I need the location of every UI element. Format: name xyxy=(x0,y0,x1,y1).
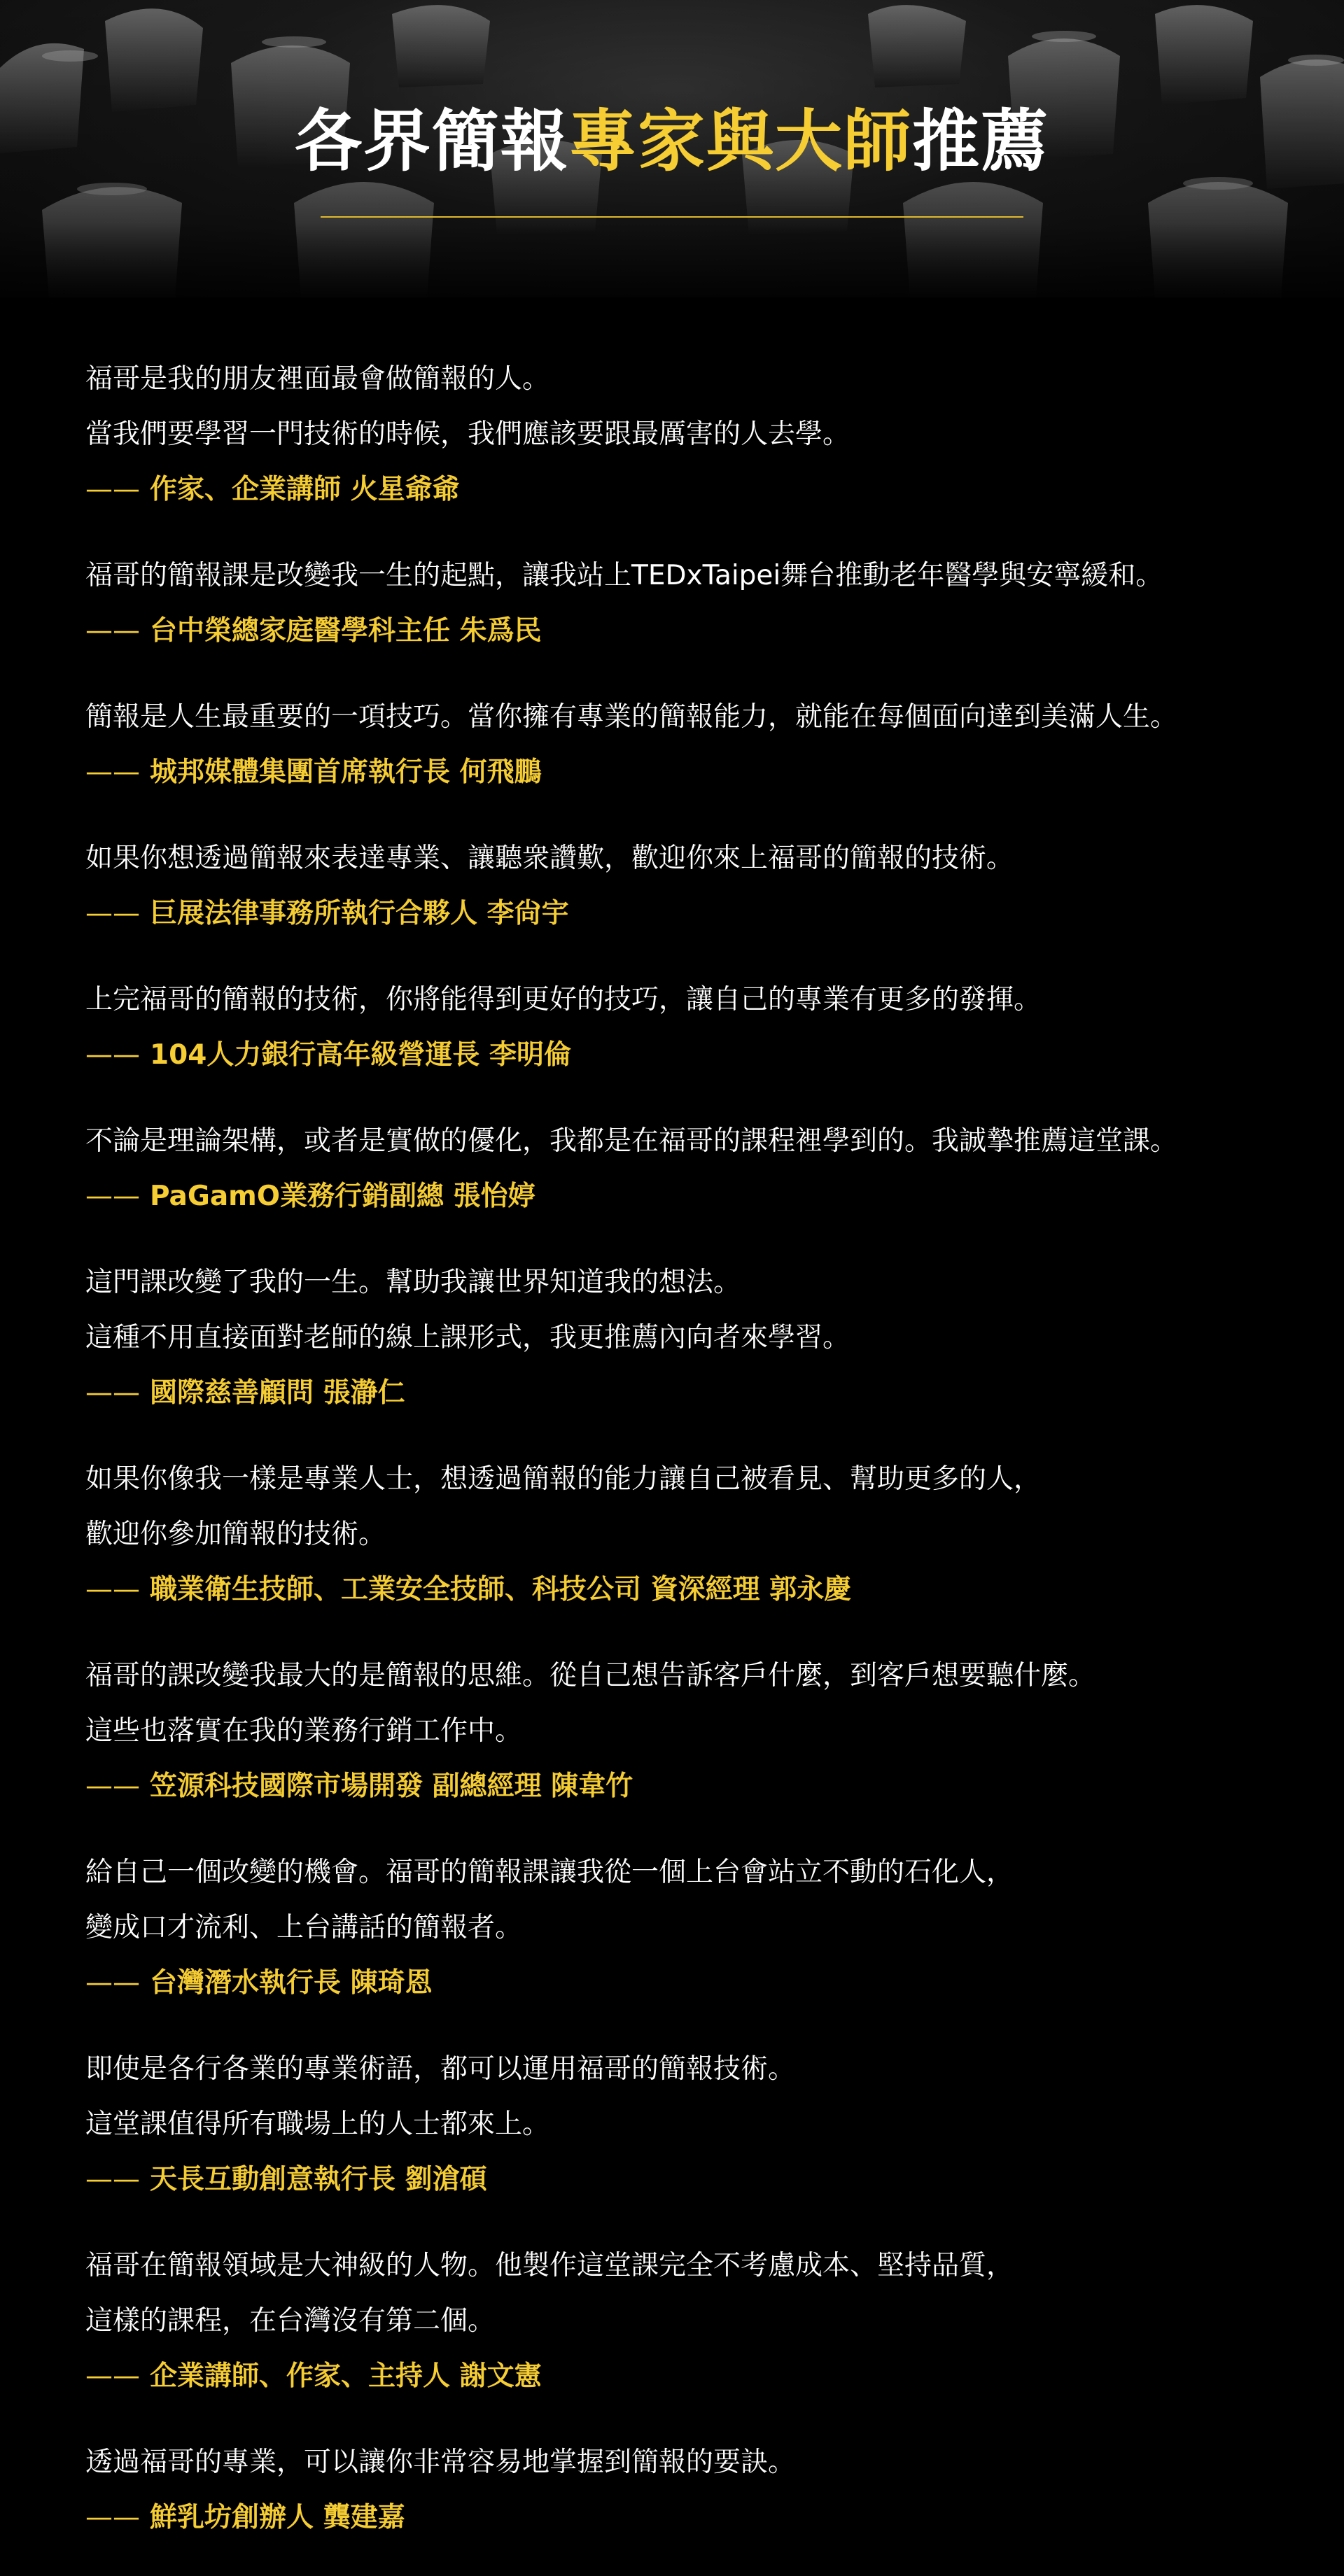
title-highlight-2: 師 xyxy=(844,102,912,181)
em-dash-icon: —— xyxy=(85,2360,140,2392)
em-dash-icon: —— xyxy=(85,1574,140,1605)
author-name: 台灣潛水執行長 陳琦恩 xyxy=(150,1967,433,1999)
testimonial-12 xyxy=(85,2238,1275,2404)
testimonial-9 xyxy=(85,1648,1275,1814)
author-line xyxy=(85,603,1275,659)
hero-banner xyxy=(0,0,1344,297)
testimonial-3 xyxy=(85,689,1275,800)
author-name: 巨展法律事務所執行合夥人 李尙宇 xyxy=(150,898,569,929)
author-name: PaGamO業務行銷副總 張怡婷 xyxy=(150,1181,536,1212)
em-dash-icon: —— xyxy=(85,1967,140,1999)
author-line xyxy=(85,2349,1275,2404)
em-dash-icon: —— xyxy=(85,2164,140,2195)
author-name: 作家、企業講師 火星爺爺 xyxy=(150,474,460,505)
em-dash-icon: —— xyxy=(85,1039,140,1071)
quote-line: 即使是各行各業的專業術語，都可以運用福哥的簡報技術。 xyxy=(85,2053,796,2085)
author-line xyxy=(85,1169,1275,1224)
testimonial-4 xyxy=(85,831,1275,941)
quote-line: 福哥在簡報領域是大神級的人物。他製作這堂課完全不考慮成本、堅持品質， xyxy=(85,2250,1014,2281)
quote-line: 當我們要學習一門技術的時候，我們應該要跟最厲害的人去學。 xyxy=(85,418,850,450)
em-dash-icon: —— xyxy=(85,2502,140,2533)
em-dash-icon: —— xyxy=(85,898,140,929)
testimonial-6 xyxy=(85,1113,1275,1224)
em-dash-icon: —— xyxy=(85,1771,140,1802)
testimonial-1 xyxy=(85,351,1275,517)
author-line xyxy=(85,886,1275,941)
quote-line: 福哥是我的朋友裡面最會做簡報的人。 xyxy=(85,363,550,395)
testimonial-7 xyxy=(85,1255,1275,1421)
author-name: 笠源科技國際市場開發 副總經理 陳韋竹 xyxy=(150,1771,634,1802)
author-name: 鮮乳坊創辦人 龔建嘉 xyxy=(150,2502,405,2533)
author-name: 天長互動創意執行長 劉滄碩 xyxy=(150,2164,487,2195)
author-line xyxy=(85,1365,1275,1421)
author-line xyxy=(85,1562,1275,1617)
quote-line: 簡報是人生最重要的一項技巧。當你擁有專業的簡報能力，就能在每個面向達到美滿人生。 xyxy=(85,701,1178,733)
testimonial-list xyxy=(85,351,1275,2576)
testimonial-8 xyxy=(85,1451,1275,1617)
author-line xyxy=(85,2152,1275,2207)
title-underline xyxy=(321,216,1023,218)
author-line xyxy=(85,462,1275,517)
author-line xyxy=(85,1955,1275,2011)
quote-line: 這門課改變了我的一生。幫助我讓世界知道我的想法。 xyxy=(85,1267,741,1298)
testimonial-5 xyxy=(85,972,1275,1083)
quote-line: 歡迎你參加簡報的技術。 xyxy=(85,1519,386,1550)
quote-line: 如果你想透過簡報來表達專業、讓聽衆讚歎，歡迎你來上福哥的簡報的技術。 xyxy=(85,843,1014,874)
author-line xyxy=(85,2490,1275,2545)
author-name: 城邦媒體集團首席執行長 何飛鵬 xyxy=(150,756,542,788)
quote-line: 變成口才流利、上台講話的簡報者。 xyxy=(85,1912,523,1943)
title-part-1: 各界簡報 xyxy=(295,102,569,181)
quote-line: 透過福哥的專業，可以讓你非常容易地掌握到簡報的要訣。 xyxy=(85,2447,796,2478)
page-title xyxy=(0,102,1344,181)
em-dash-icon: —— xyxy=(85,756,140,788)
quote-line: 福哥的簡報課是改變我一生的起點，讓我站上TEDxTaipei舞台推動老年醫學與安寧緩和。 xyxy=(85,560,1163,591)
testimonial-2 xyxy=(85,548,1275,659)
title-part-2: 推薦 xyxy=(912,102,1049,181)
author-line xyxy=(85,1027,1275,1083)
author-name: 國際慈善顧問 張瀞仁 xyxy=(150,1377,405,1409)
quote-line: 這堂課值得所有職場上的人士都來上。 xyxy=(85,2109,550,2140)
testimonial-13 xyxy=(85,2435,1275,2545)
testimonial-11 xyxy=(85,2041,1275,2207)
em-dash-icon: —— xyxy=(85,1181,140,1212)
em-dash-icon: —— xyxy=(85,474,140,505)
quote-line: 如果你像我一樣是專業人士，想透過簡報的能力讓自己被看見、幫助更多的人， xyxy=(85,1463,1042,1495)
title-highlight-1: 專家與大 xyxy=(569,102,844,181)
quote-line: 這種不用直接面對老師的線上課形式，我更推薦內向者來學習。 xyxy=(85,1322,850,1353)
quote-line: 福哥的課改變我最大的是簡報的思維。從自己想告訴客戶什麼，到客戶想要聽什麼。 xyxy=(85,1660,1096,1691)
author-name: 台中榮總家庭醫學科主任 朱爲民 xyxy=(150,615,542,647)
author-name: 企業講師、作家、主持人 謝文憲 xyxy=(150,2360,542,2392)
quote-line: 這樣的課程，在台灣沒有第二個。 xyxy=(85,2305,496,2337)
author-name: 職業衛生技師、工業安全技師、科技公司 資深經理 郭永慶 xyxy=(150,1574,852,1605)
author-name: 104人力銀行高年級營運長 李明倫 xyxy=(150,1039,571,1071)
quote-line: 上完福哥的簡報的技術，你將能得到更好的技巧，讓自己的專業有更多的發揮。 xyxy=(85,984,1042,1015)
quote-line: 給自己一個改變的機會。福哥的簡報課讓我從一個上台會站立不動的石化人， xyxy=(85,1857,1014,1888)
quote-line: 這些也落實在我的業務行銷工作中。 xyxy=(85,1715,523,1747)
author-line xyxy=(85,1759,1275,1814)
em-dash-icon: —— xyxy=(85,1377,140,1409)
author-line xyxy=(85,745,1275,800)
quote-line: 不論是理論架構，或者是實做的優化，我都是在福哥的課程裡學到的。我誠摯推薦這堂課。 xyxy=(85,1125,1178,1157)
em-dash-icon: —— xyxy=(85,615,140,647)
testimonial-10 xyxy=(85,1845,1275,2011)
